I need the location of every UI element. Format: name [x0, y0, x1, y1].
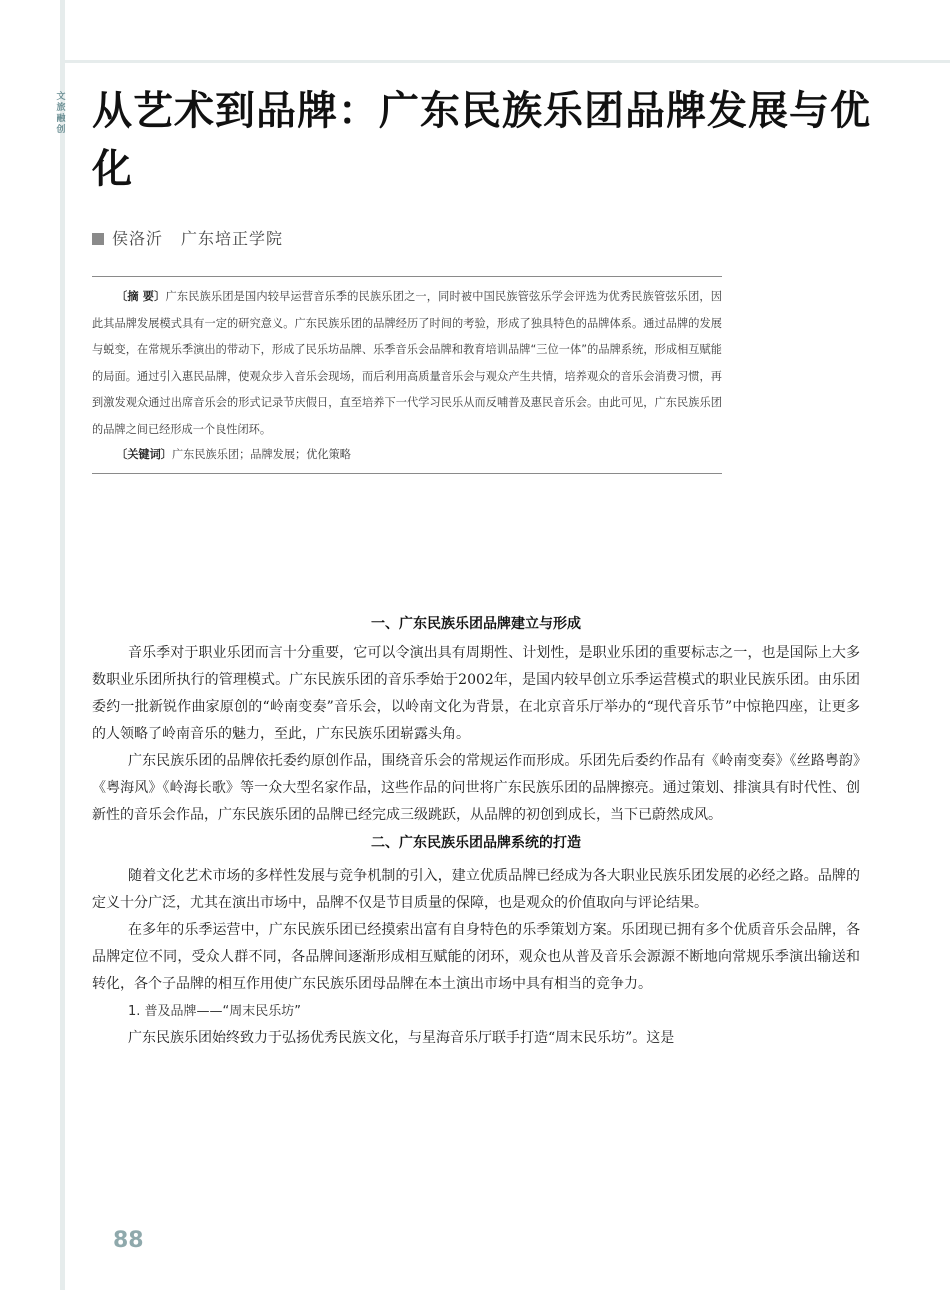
section-tag: 文旅融创	[56, 92, 66, 135]
keywords-text: 广东民族乐团；品牌发展；优化策略	[171, 448, 351, 461]
paragraph: 广东民族乐团的品牌依托委约原创作品，围绕音乐会的常规运作而形成。乐团先后委约作品有《岭南变奏》《丝路粤韵》《粤海风》《岭海长歌》等一众大型名家作品，这些作品的问世将广东民族乐团的品牌擦亮。通过策划、排演具有时代性、创新性的音乐会作品，广东民族乐团的品牌已经完成三级跳跃，从品牌的初创到成长，当下已蔚然成风。	[92, 753, 860, 823]
keywords	[92, 443, 722, 467]
page-number: 88	[113, 1228, 144, 1253]
square-bullet-icon	[92, 233, 104, 245]
keywords-label: 〔关键词〕	[116, 448, 172, 461]
byline	[92, 226, 283, 249]
paragraph: 在多年的乐季运营中，广东民族乐团已经摸索出富有自身特色的乐季策划方案。乐团现已拥有多个优质音乐会品牌，各品牌定位不同，受众人群不同，各品牌间逐渐形成相互赋能的闭环，观众也从普及音乐会源源不断地向常规乐季演出输送和转化，各个子品牌的相互作用使广东民族乐团母品牌在本土演出市场中具有相当的竞争力。	[92, 922, 860, 992]
author-name: 侯洛沂	[112, 229, 164, 248]
abstract-label: 〔摘 要〕	[116, 290, 166, 303]
subsection-heading: 1. 普及品牌——“周末民乐坊”	[128, 1004, 302, 1019]
margin-rule	[60, 0, 65, 1290]
abstract-text: 广东民族乐团是国内较早运营音乐季的民族乐团之一，同时被中国民族管弦乐学会评选为优秀民族管弦乐团，因此其品牌发展模式具有一定的研究意义。广东民族乐团的品牌经历了时间的考验，形成了独具特色的品牌体系。通过品牌的发展与蜕变，在常规乐季演出的带动下，形成了民乐坊品牌、乐季音乐会品牌和教育培训品牌“三位一体”的品牌系统，形成相互赋能的局面。通过引入惠民品牌，使观众步入音乐会现场，而后利用高质量音乐会与观众产生共情，培养观众的音乐会消费习惯，再到激发观众通过出席音乐会的形式记录节庆假日，直至培养下一代学习民乐从而反哺普及惠民音乐会。由此可见，广东民族乐团的品牌之间已经形成一个良性闭环。	[92, 290, 722, 436]
section-heading-1: 一、广东民族乐团品牌建立与形成	[371, 616, 581, 632]
abstract-box	[92, 276, 722, 474]
paragraph: 随着文化艺术市场的多样性发展与竞争机制的引入，建立优质品牌已经成为各大职业民族乐团发展的必经之路。品牌的定义十分广泛，尤其在演出市场中，品牌不仅是节目质量的保障，也是观众的价值取向与评论结果。	[92, 868, 860, 911]
article-title: 从艺术到品牌：广东民族乐团品牌发展与优化	[92, 88, 871, 192]
abstract	[92, 284, 722, 443]
paragraph: 广东民族乐团始终致力于弘扬优秀民族文化，与星海音乐厅联手打造“周末民乐坊”。这是	[128, 1030, 675, 1046]
section-heading-2: 二、广东民族乐团品牌系统的打造	[371, 835, 581, 851]
article-body	[92, 612, 860, 1052]
author-affiliation: 广东培正学院	[181, 229, 284, 248]
paragraph: 音乐季对于职业乐团而言十分重要，它可以令演出具有周期性、计划性，是职业乐团的重要标志之一，也是国际上大多数职业乐团所执行的管理模式。广东民族乐团的音乐季始于2002年，是国内较早创立乐季运营模式的职业民族乐团。由乐团委约一批新锐作曲家原创的“岭南变奏”音乐会，以岭南文化为背景，在北京音乐厅举办的“现代音乐节”中惊艳四座，让更多的人领略了岭南音乐的魅力，至此，广东民族乐团崭露头角。	[92, 645, 860, 742]
header-rule	[60, 60, 950, 63]
